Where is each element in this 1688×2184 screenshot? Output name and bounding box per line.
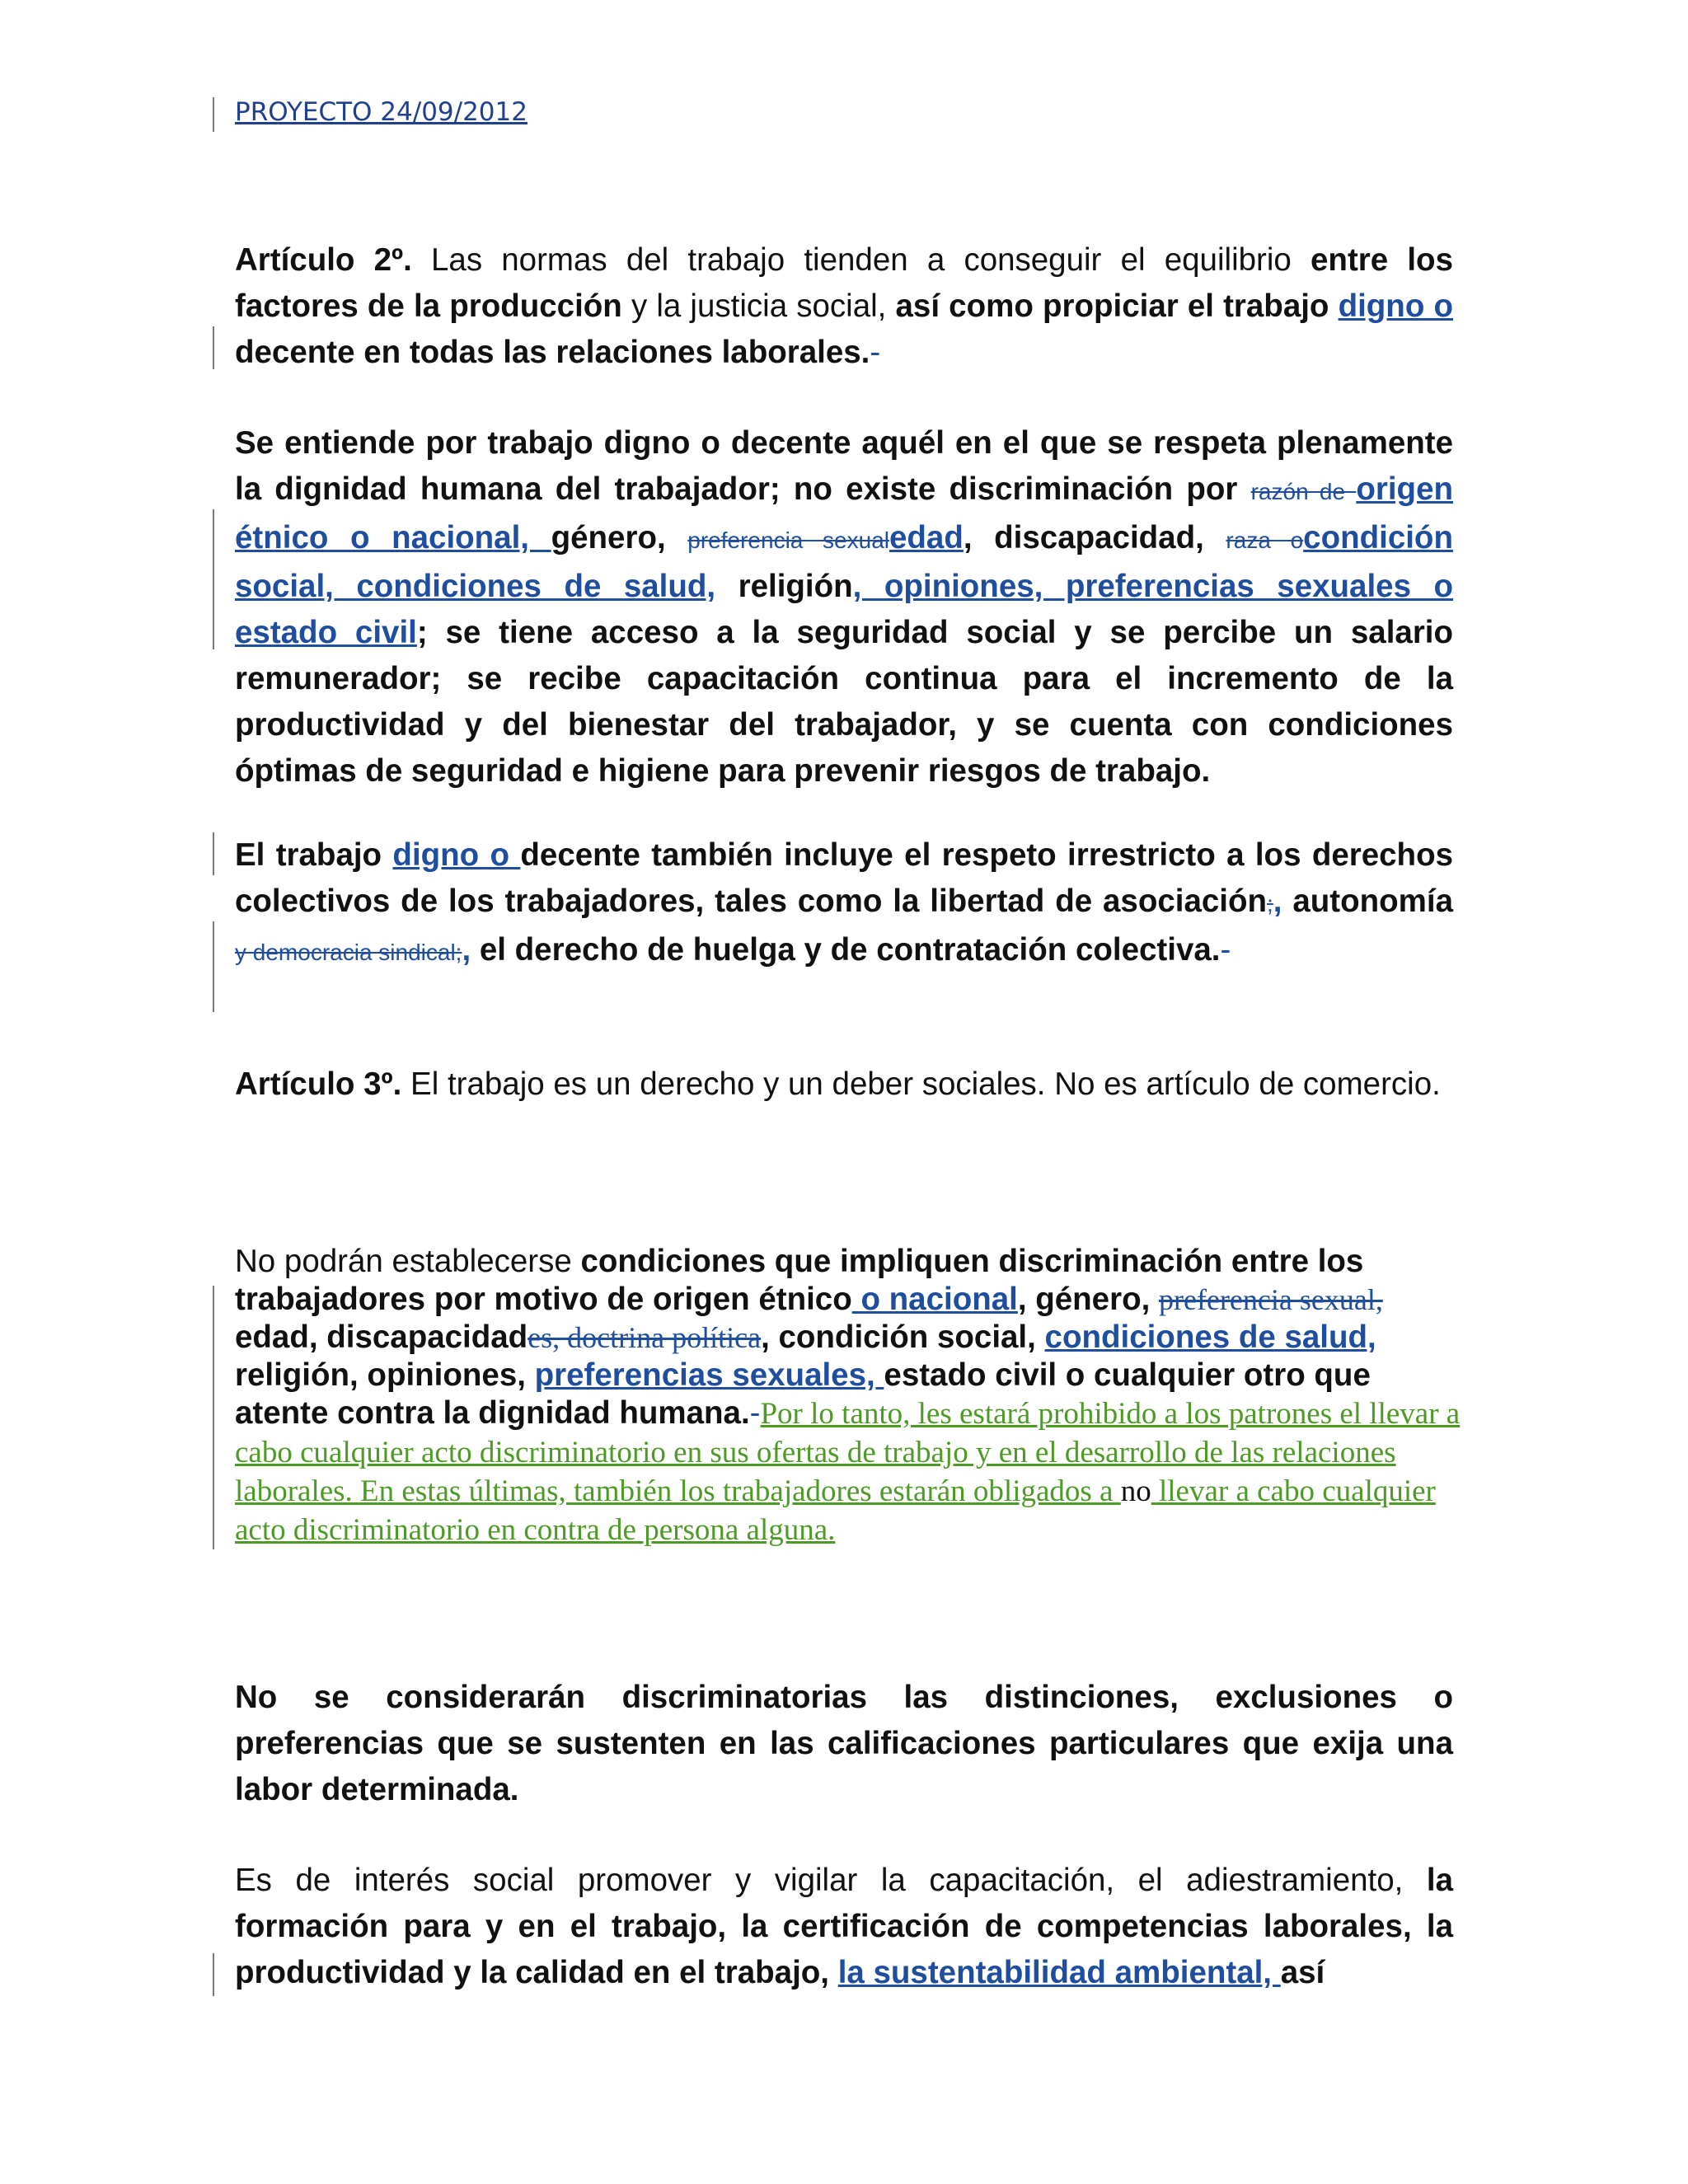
- text-run: no: [1120, 1474, 1151, 1508]
- text-run-bold: el derecho de huelga y de contratación colectiva.: [471, 932, 1221, 968]
- change-bar: [213, 1286, 214, 1549]
- article-3-label: Artículo 3º.: [235, 1066, 402, 1102]
- article-2-paragraph-3: [235, 832, 1453, 976]
- inserted-text: , opiniones, preferencias sexuales o estado civil: [235, 569, 1453, 650]
- text-run: No podrán establecerse: [235, 1244, 581, 1279]
- inserted-text: ,: [1273, 883, 1282, 919]
- text-run: Las normas del trabajo tienden a conseguir el equilibrio: [411, 242, 1311, 278]
- deleted-text: preferencia sexual,: [1159, 1283, 1383, 1316]
- project-header: PROYECTO 24/09/2012: [235, 97, 528, 127]
- inserted-text: edad: [889, 520, 964, 555]
- change-bar: [213, 921, 214, 1012]
- deleted-text: y democracia sindical;: [235, 940, 462, 965]
- article-2-paragraph-2: [235, 420, 1453, 794]
- text-run-bold: , condición social,: [761, 1319, 1045, 1355]
- deleted-text: preferencia sexual: [687, 527, 889, 553]
- added-sentence: Por lo tanto, les estará prohibido a los patrones el llevar a cabo cualquier acto discriminatorio en sus ofertas de trabajo y en el desarrollo de las relaciones laborales. En estas últimas, también los trabajadores estarán obligados a: [235, 1397, 1461, 1508]
- deletion-mark: -: [870, 335, 881, 370]
- inserted-text: condición social, condiciones de salud,: [235, 520, 1453, 604]
- text-run-bold: así como propiciar el trabajo: [895, 288, 1339, 324]
- text-run-bold: condiciones que impliquen discriminación entre los trabajadores por motivo de origen étnico: [235, 1244, 1364, 1317]
- change-bar: [213, 326, 214, 369]
- text-run-bold: estado civil o cualquier otro que atente contra la dignidad humana.: [235, 1357, 1371, 1431]
- deleted-text: razón de: [1250, 479, 1357, 504]
- text-run-bold: religión, opiniones,: [235, 1357, 535, 1393]
- text-run: y la justicia social,: [621, 288, 896, 324]
- inserted-text: la sustentabilidad ambiental,: [837, 1955, 1281, 1990]
- text-run-bold: así: [1280, 1955, 1325, 1990]
- text-run-bold: autonomía: [1282, 883, 1453, 919]
- text-run-bold: edad, discapacidad: [235, 1319, 528, 1355]
- text-run-bold: género,: [551, 520, 688, 555]
- text-run-bold: , género,: [1017, 1282, 1159, 1317]
- text-run-bold: entre los factores de la producción: [235, 242, 1453, 324]
- article-2-label: Artículo 2º.: [235, 242, 412, 278]
- article-2-paragraph-1: [235, 237, 1453, 376]
- article-3-paragraph-1: [235, 1062, 1453, 1108]
- added-sentence: llevar a cabo cualquier acto discriminatorio en contra de persona alguna.: [235, 1474, 1436, 1547]
- deletion-mark: -: [1220, 932, 1231, 968]
- text-run-bold: El trabajo: [235, 837, 393, 873]
- inserted-text: condiciones de salud,: [1044, 1319, 1376, 1355]
- article-3-paragraph-4: [235, 1858, 1453, 1996]
- change-bar: [213, 832, 214, 875]
- deleted-text: es, doctrina política: [528, 1321, 762, 1354]
- inserted-text: preferencias sexuales,: [534, 1357, 884, 1393]
- text-run-bold: ; se tiene acceso a la seguridad social y se percibe un salario remunerador; se recibe capacitación continua para el incremento de la productividad y del bienestar del trabajador, y se cuenta con condiciones óptimas de seguridad e higiene para prevenir riesgos de trabajo.: [235, 615, 1454, 789]
- text-run: Es de interés social promover y vigilar la capacitación, el adiestramiento,: [235, 1863, 1427, 1898]
- inserted-text: digno o: [392, 837, 521, 873]
- change-bar: [213, 509, 214, 649]
- inserted-text: digno o: [1338, 288, 1453, 324]
- text-run-bold: Se entiende por trabajo digno o decente aquél en el que se respeta plenamente la dignidad humana del trabajador; no existe discriminación por: [235, 425, 1453, 507]
- inserted-text: o nacional: [851, 1282, 1018, 1317]
- inserted-text: origen étnico o nacional,: [235, 471, 1454, 555]
- deleted-text: raza o: [1226, 527, 1304, 553]
- change-bar: [213, 1953, 214, 1996]
- text-run: El trabajo es un derecho y un deber sociales. No es artículo de comercio.: [401, 1066, 1441, 1102]
- text-run-bold: No se considerarán discriminatorias las distinciones, exclusiones o preferencias que se sustenten en las calificaciones particulares que exija una labor determinada.: [235, 1680, 1453, 1807]
- text-run-bold: decente en todas las relaciones laborales.: [235, 335, 870, 370]
- article-3-paragraph-3: [235, 1675, 1453, 1813]
- article-3-paragraph-2: [235, 1243, 1463, 1549]
- deleted-text: ;: [1267, 891, 1273, 916]
- text-run-bold: , discapacidad,: [963, 520, 1226, 555]
- text-run-bold: religión: [715, 569, 853, 604]
- deletion-mark: -: [749, 1395, 761, 1431]
- change-bar: [213, 97, 214, 132]
- text-run-bold: la formación para y en el trabajo, la certificación de competencias laborales, la productividad y la calidad en el trabajo,: [235, 1863, 1453, 1990]
- inserted-text: ,: [462, 932, 471, 968]
- text-run-bold: decente también incluye el respeto irrestricto a los derechos colectivos de los trabajadores, tales como la libertad de asociación: [235, 837, 1453, 919]
